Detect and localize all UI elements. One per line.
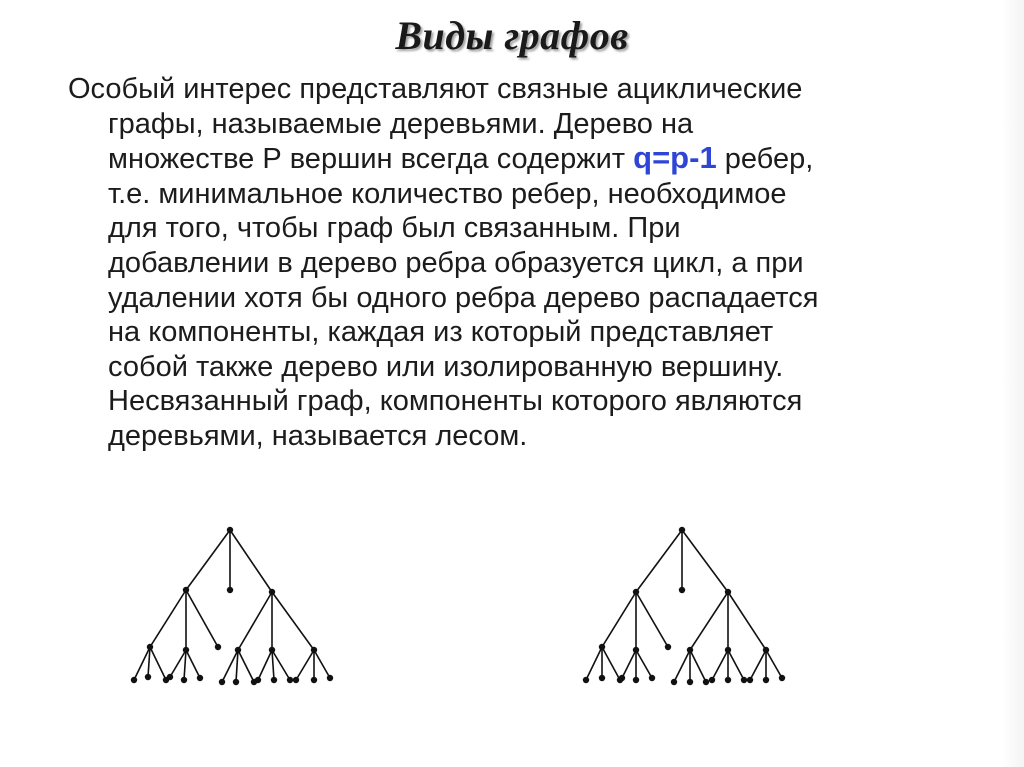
node <box>619 675 625 681</box>
edge <box>728 592 766 650</box>
edge <box>272 650 274 680</box>
node <box>311 647 317 653</box>
node <box>709 677 715 683</box>
node <box>741 677 747 683</box>
edge <box>586 647 602 680</box>
edge <box>150 590 186 647</box>
node <box>747 677 753 683</box>
node <box>311 677 317 683</box>
tree-left <box>131 527 333 685</box>
edge <box>682 530 728 592</box>
node <box>197 675 203 681</box>
paragraph-line-6: добавлении в дерево ребра образуется цикл, а при <box>108 246 804 279</box>
node <box>725 589 731 595</box>
edge <box>712 650 728 680</box>
tree-illustrations <box>0 500 1024 720</box>
edge <box>258 650 272 680</box>
node <box>725 647 731 653</box>
edge <box>272 650 290 680</box>
node <box>183 647 189 653</box>
node <box>287 677 293 683</box>
edge <box>186 530 230 590</box>
node <box>183 587 189 593</box>
paragraph-line-10: Несвязанный граф, компоненты которого являются <box>108 385 803 418</box>
node <box>633 647 639 653</box>
node <box>227 527 233 533</box>
paragraph-line-2: графы, называемые деревьями. Дерево на <box>108 107 694 140</box>
node <box>779 675 785 681</box>
node <box>167 674 173 680</box>
paragraph-line-8: на компоненты, каждая из который представляет <box>108 316 774 349</box>
edge <box>230 530 272 592</box>
tree-drawing <box>0 500 1024 720</box>
edge <box>674 650 690 682</box>
node <box>599 675 605 681</box>
edge <box>238 650 254 682</box>
edge <box>622 650 636 678</box>
paragraph <box>68 72 968 454</box>
edge <box>750 650 766 680</box>
node <box>649 675 655 681</box>
node <box>233 679 239 685</box>
node <box>687 679 693 685</box>
edge <box>296 650 314 680</box>
node <box>269 589 275 595</box>
node <box>687 647 693 653</box>
edge <box>766 650 782 678</box>
paragraph-line-7: удалении хотя бы одного ребра дерево распадается <box>108 281 819 314</box>
node <box>763 647 769 653</box>
node <box>181 677 187 683</box>
formula-tail: ребер, <box>716 143 814 176</box>
node <box>633 589 639 595</box>
paragraph-line-1: Особый интерес представляют связные ациклические <box>68 73 803 105</box>
edge <box>238 592 272 650</box>
node <box>679 587 685 593</box>
edge <box>186 590 218 647</box>
tree-right <box>583 527 785 685</box>
edge <box>690 650 706 682</box>
node <box>671 679 677 685</box>
edge <box>314 650 330 678</box>
edge <box>186 650 200 678</box>
node <box>327 675 333 681</box>
node <box>147 644 153 650</box>
node <box>679 527 685 533</box>
paragraph-line-3 <box>68 141 968 177</box>
edge <box>602 592 636 647</box>
edge <box>690 592 728 650</box>
paragraph-line-5: для того, чтобы граф был связанным. При <box>108 212 681 245</box>
node <box>763 677 769 683</box>
paragraph-line-3-text: множестве Р вершин всегда содержит <box>108 143 634 176</box>
node <box>725 677 731 683</box>
edge <box>170 650 186 677</box>
edge <box>636 530 682 592</box>
node <box>131 677 137 683</box>
node <box>215 644 221 650</box>
node <box>235 647 241 653</box>
edge <box>272 592 314 650</box>
node <box>227 587 233 593</box>
node <box>145 674 151 680</box>
node <box>219 679 225 685</box>
node <box>665 644 671 650</box>
paragraph-line-4: т.е. минимальное количество ребер, необходимое <box>108 177 787 210</box>
node <box>293 677 299 683</box>
edge <box>728 650 744 680</box>
node <box>271 677 277 683</box>
slide-title: Виды графов <box>395 13 629 58</box>
edge <box>602 647 620 680</box>
edge <box>184 650 186 680</box>
paragraph-line-9: собой также дерево или изолированную вершину. <box>108 350 784 383</box>
node <box>255 677 261 683</box>
edge <box>150 647 166 680</box>
formula: q=p-1 <box>633 140 717 176</box>
edge <box>636 592 668 647</box>
node <box>583 677 589 683</box>
node <box>703 679 709 685</box>
node <box>599 644 605 650</box>
node <box>269 647 275 653</box>
edge <box>636 650 652 678</box>
node <box>633 677 639 683</box>
paragraph-line-11: деревьями, называется лесом. <box>108 419 528 452</box>
